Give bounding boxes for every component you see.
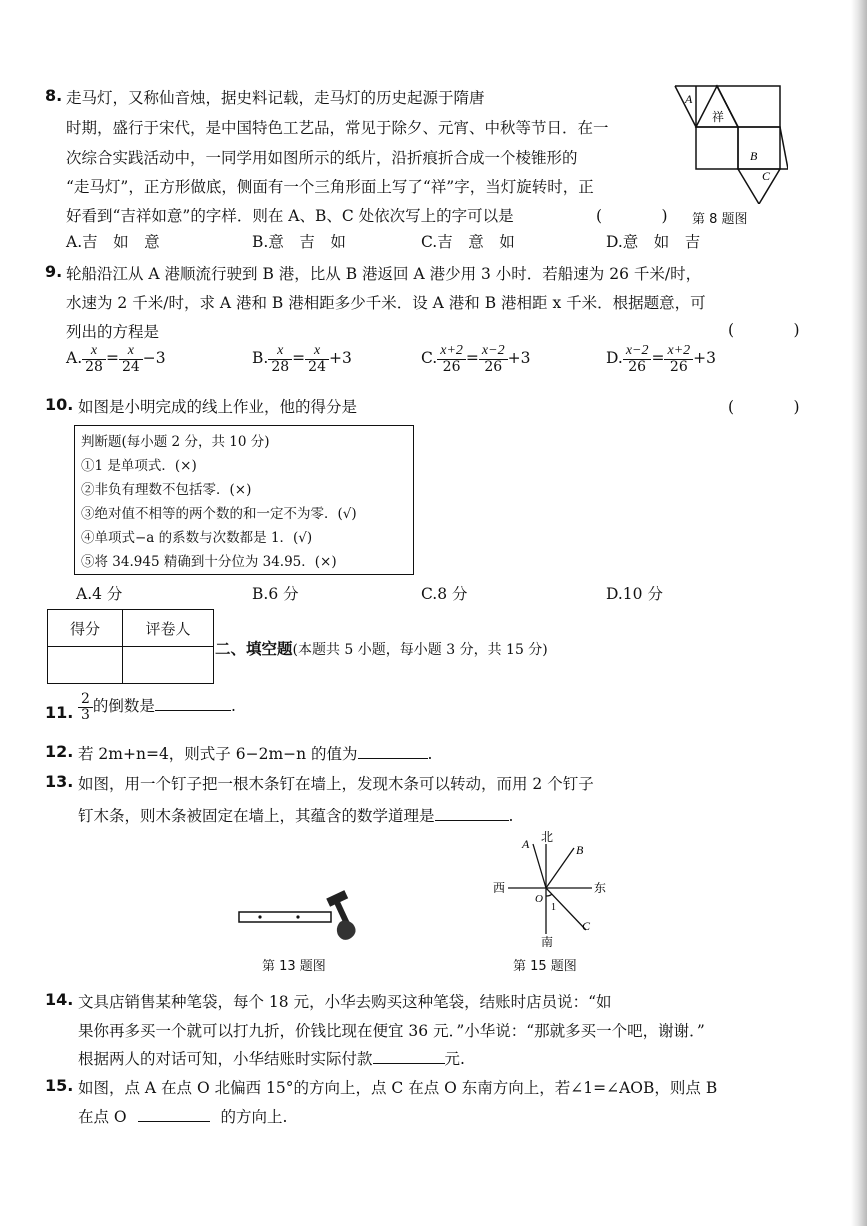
q8-net-figure: [670, 82, 788, 204]
q9-line-2: 水速为 2 千米/时，求 A 港和 B 港相距多少千米．设 A 港和 B 港相距 x 千米．根据题意，可: [66, 294, 706, 312]
q10-box-item-2: ②非负有理数不包括零．(×): [81, 482, 252, 498]
q12-end: .: [427, 745, 433, 763]
fig8-label-a: A: [685, 92, 693, 106]
q11-frac-numerator: 2: [78, 692, 93, 708]
q10-box-item-4: ④单项式−a 的系数与次数都是 1．(√): [81, 530, 313, 546]
q8-line-3: 次综合实践活动中，一同学用如图所示的纸片，沿折痕折合成一个棱锥形的: [66, 149, 578, 167]
q15-figure: [490, 830, 620, 950]
q10-option-c[interactable]: C.8 分: [421, 585, 468, 603]
label-b: B: [576, 843, 584, 857]
q11-text-line: [78, 692, 236, 722]
frac-denominator: 26: [669, 358, 688, 375]
q15-answer-blank[interactable]: [138, 1107, 210, 1122]
q9-option-a-tail: −3: [142, 349, 166, 368]
q14-answer-blank[interactable]: [373, 1049, 445, 1064]
q12-answer-blank[interactable]: [358, 744, 428, 759]
q10-number: 10.: [45, 395, 74, 414]
q10-answer-paren: ( ): [728, 398, 822, 416]
label-south: 南: [541, 935, 554, 949]
q13-figure-caption: 第 13 题图: [262, 959, 326, 974]
q10-text: 如图是小明完成的线上作业，他的得分是: [78, 398, 358, 416]
label-o: O: [535, 893, 543, 905]
nail-hole: [258, 915, 261, 918]
label-west: 西: [493, 881, 506, 895]
q14-line-3: 根据两人的对话可知，小华结账时实际付款: [78, 1050, 373, 1068]
q9-option-d-tail: +3: [693, 349, 717, 368]
score-table: [47, 609, 214, 684]
q9-option-d[interactable]: D. $\frac{x-2}{26}$ = $\frac{x+2}{26}$ +3: [606, 343, 717, 375]
frac-numerator: x−2: [623, 344, 652, 360]
score-header-grader: 评卷人: [123, 610, 214, 647]
frac-numerator: x: [119, 344, 143, 360]
q9-option-c-label: C.: [421, 349, 438, 368]
q15-line-1: 如图，点 A 在点 O 北偏西 15°的方向上，点 C 在点 O 东南方向上，若∠1=∠AOB，则点 B: [78, 1079, 718, 1097]
frac-numerator: x−2: [479, 344, 508, 360]
q14-line-2: 果你再多买一个就可以打九折，价钱比现在便宜 36 元．”小华说：“那就多买一个吧，谢谢．”: [78, 1022, 705, 1040]
q10-option-a[interactable]: A.4 分: [76, 585, 123, 603]
q11-frac-denominator: 3: [81, 706, 90, 723]
q9-option-a[interactable]: A. $\frac{x}{28}$ = $\frac{x}{24}$ −3: [66, 343, 166, 375]
q9-line-1: 轮船沿江从 A 港顺流行驶到 B 港，比从 B 港返回 A 港少用 3 小时．若船速为 26 千米/时，: [66, 265, 702, 283]
q8-option-b[interactable]: B.意 吉 如: [252, 233, 346, 251]
q10-homework-box: [74, 425, 414, 575]
q14-line-3-wrap: [78, 1047, 465, 1069]
fig8-label-c: C: [762, 169, 771, 183]
q12-text-line: [78, 742, 432, 764]
q14-end: 元.: [444, 1050, 465, 1068]
q11-answer-blank[interactable]: [155, 696, 231, 711]
q13-line-2-wrap: [78, 804, 513, 826]
frac-denominator: 28: [271, 358, 290, 375]
q10-box-item-5: ⑤将 34.945 精确到十分位为 34.95．(×): [81, 554, 337, 570]
q8-figure-caption: 第 8 题图: [692, 212, 748, 227]
q8-line-1: 走马灯，又称仙音烛，据史料记载，走马灯的历史起源于隋唐: [66, 89, 485, 107]
q8-line-5: 好看到“吉祥如意”的字样．则在 A、B、C 处依次写上的字可以是: [66, 207, 514, 225]
q9-option-c-tail: +3: [507, 349, 531, 368]
q15-line-2b: 的方向上.: [220, 1108, 288, 1126]
q15-line-2-wrap: [78, 1105, 287, 1127]
section2-heading: [215, 637, 548, 659]
q8-option-d[interactable]: D.意 如 吉: [606, 233, 701, 251]
frac-numerator: x: [268, 344, 292, 360]
q13-end: .: [508, 807, 514, 825]
q8-options: [66, 230, 786, 264]
label-a: A: [522, 837, 530, 851]
q9-option-b-label: B.: [252, 349, 269, 368]
frac-denominator: 24: [308, 358, 326, 375]
q13-answer-blank[interactable]: [435, 806, 509, 821]
q15-figure-caption: 第 15 题图: [513, 959, 577, 974]
section2-desc: (本题共 5 小题，每小题 3 分，共 15 分): [292, 642, 548, 658]
ray-ob: [546, 848, 574, 888]
q9-option-b-tail: +3: [328, 349, 352, 368]
q10-box-title: 判断题(每小题 2 分，共 10 分): [81, 434, 270, 450]
q10-box-item-3: ③绝对值不相等的两个数的和一定不为零．(√): [81, 506, 357, 522]
q11-end: .: [230, 697, 236, 716]
q9-option-a-label: A.: [66, 349, 83, 368]
q8-answer-paren: ( ): [596, 207, 690, 225]
q14-line-1: 文具店销售某种笔袋，每个 18 元，小华去购买这种笔袋，结账时店员说：“如: [78, 993, 612, 1011]
ray-oa: [533, 844, 546, 888]
q10-box-item-1: ①1 是单项式．(×): [81, 458, 197, 474]
fig8-label-b: B: [750, 149, 758, 163]
q8-option-c[interactable]: C.吉 意 如: [421, 233, 515, 251]
score-header-score: 得分: [48, 610, 123, 647]
frac-denominator: 28: [85, 358, 103, 375]
fig8-label-xiang: 祥: [712, 110, 725, 124]
frac-denominator: 26: [442, 358, 461, 375]
hand-icon: [337, 920, 356, 940]
frac-denominator: 24: [121, 358, 140, 375]
q13-number: 13.: [45, 772, 74, 791]
q10-option-d[interactable]: D.10 分: [606, 585, 663, 603]
q8-option-a[interactable]: A.吉 如 意: [66, 233, 160, 251]
q9-line-3: 列出的方程是: [66, 323, 160, 341]
frac-numerator: x: [82, 344, 106, 360]
q9-option-d-label: D.: [606, 349, 623, 368]
q13-line-2: 钉木条，则木条被固定在墙上，其蕴含的数学道理是: [78, 807, 435, 825]
angle-1-arc: [546, 894, 552, 896]
q13-line-1: 如图，用一个钉子把一根木条钉在墙上，发现木条可以转动，而用 2 个钉子: [78, 775, 594, 793]
q14-number: 14.: [45, 990, 74, 1009]
label-angle-1: 1: [551, 902, 556, 913]
q8-number: 8.: [45, 86, 63, 105]
q11-text: 的倒数是: [92, 697, 155, 716]
q13-figure: [236, 888, 366, 948]
q9-options: [66, 344, 786, 384]
q9-number: 9.: [45, 262, 63, 281]
scan-page-edge: [851, 0, 867, 1226]
grader-cell[interactable]: [123, 647, 214, 684]
nail-hole: [296, 915, 299, 918]
label-east: 东: [594, 881, 607, 895]
q9-option-b[interactable]: B. $\frac{x}{28}$ = $\frac{x}{24}$ +3: [252, 343, 352, 375]
frac-numerator: x+2: [664, 344, 693, 360]
q12-text: 若 2m+n=4，则式子 6−2m−n 的值为: [78, 745, 358, 763]
q8-line-4: “走马灯”，正方形做底，侧面有一个三角形面上写了“祥”字，当灯旋转时，正: [66, 178, 594, 196]
q9-answer-paren: ( ): [728, 321, 822, 339]
section2-title: 二、填空题: [215, 640, 293, 658]
frac-denominator: 26: [484, 358, 503, 375]
score-cell[interactable]: [48, 647, 123, 684]
frac-numerator: x: [305, 344, 329, 360]
label-c: C: [582, 919, 591, 933]
q8-line-2: 时期，盛行于宋代，是中国特色工艺品，常见于除夕、元宵、中秋等节日．在一: [66, 119, 609, 137]
q12-number: 12.: [45, 742, 74, 761]
q9-option-c[interactable]: C. $\frac{x+2}{26}$ = $\frac{x-2}{26}$ +3: [421, 343, 531, 375]
wood-strip: [239, 912, 331, 922]
q11-number: 11.: [45, 703, 74, 722]
frac-numerator: x+2: [437, 344, 466, 360]
q15-line-2a: 在点 O: [78, 1108, 127, 1126]
q15-number: 15.: [45, 1076, 74, 1095]
q10-option-b[interactable]: B.6 分: [252, 585, 299, 603]
label-north: 北: [541, 830, 554, 844]
frac-denominator: 26: [628, 358, 647, 375]
